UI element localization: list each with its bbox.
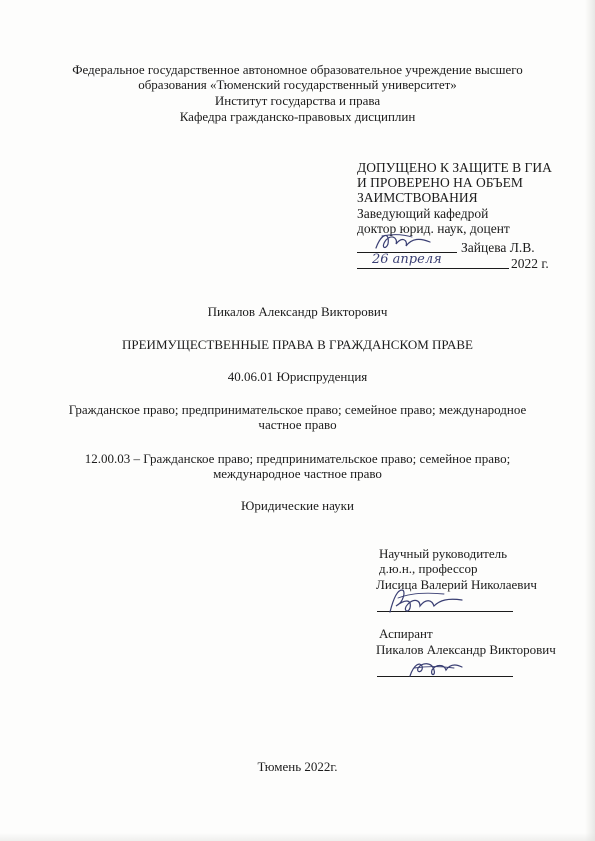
scan-bottom-shadow: [0, 833, 595, 841]
science-field: Юридические науки: [241, 498, 354, 513]
header-line-3: Институт государства и права: [214, 93, 381, 108]
approval-degree: доктор юрид. наук, доцент: [357, 221, 510, 236]
header-line-4: Кафедра гражданско-правовых дисциплин: [179, 109, 416, 124]
approval-signature: [372, 228, 434, 254]
supervisor-signature: [384, 586, 466, 616]
thesis-title: ПРЕИМУЩЕСТВЕННЫЕ ПРАВА В ГРАЖДАНСКОМ ПРАВЕ: [122, 337, 473, 352]
header-line-2: образования «Тюменский государственный университет»: [138, 77, 457, 92]
approval-name: Зайцева Л.В.: [461, 240, 535, 255]
student-signature: [404, 658, 466, 680]
author-name: Пикалов Александр Викторович: [207, 304, 388, 319]
student-name: Пикалов Александр Викторович: [376, 642, 556, 657]
profile-line-1: Гражданское право; предпринимательское право; семейное право; международное: [68, 402, 527, 417]
profile-line-2: частное право: [258, 417, 337, 432]
footer-city-year: Тюмень 2022г.: [257, 759, 338, 774]
supervisor-role: Научный руководитель: [379, 546, 508, 561]
program-code: 40.06.01 Юриспруденция: [227, 369, 368, 384]
approval-position: Заведующий кафедрой: [357, 206, 489, 221]
student-role: Аспирант: [379, 626, 433, 641]
header-line-1: Федеральное государственное автономное образовательное учреждение высшего: [72, 62, 523, 77]
supervisor-name: Лисица Валерий Николаевич: [376, 577, 537, 592]
specialty-line-1: 12.00.03 – Гражданское право; предпринимательское право; семейное право;: [84, 451, 511, 466]
approval-year: 2022 г.: [511, 256, 549, 271]
supervisor-degree: д.ю.н., профессор: [379, 561, 478, 576]
approval-line-3: ЗАИМСТВОВАНИЯ: [357, 190, 478, 205]
approval-date-line: [357, 268, 509, 269]
approval-line-1: ДОПУЩЕНО К ЗАЩИТЕ В ГИА: [357, 160, 552, 175]
approval-line-2: И ПРОВЕРЕНО НА ОБЪЕМ: [357, 175, 523, 190]
specialty-line-2: международное частное право: [213, 466, 382, 481]
approval-date-handwritten: 26 апреля: [372, 252, 442, 267]
scan-edge-shadow: [585, 0, 595, 841]
